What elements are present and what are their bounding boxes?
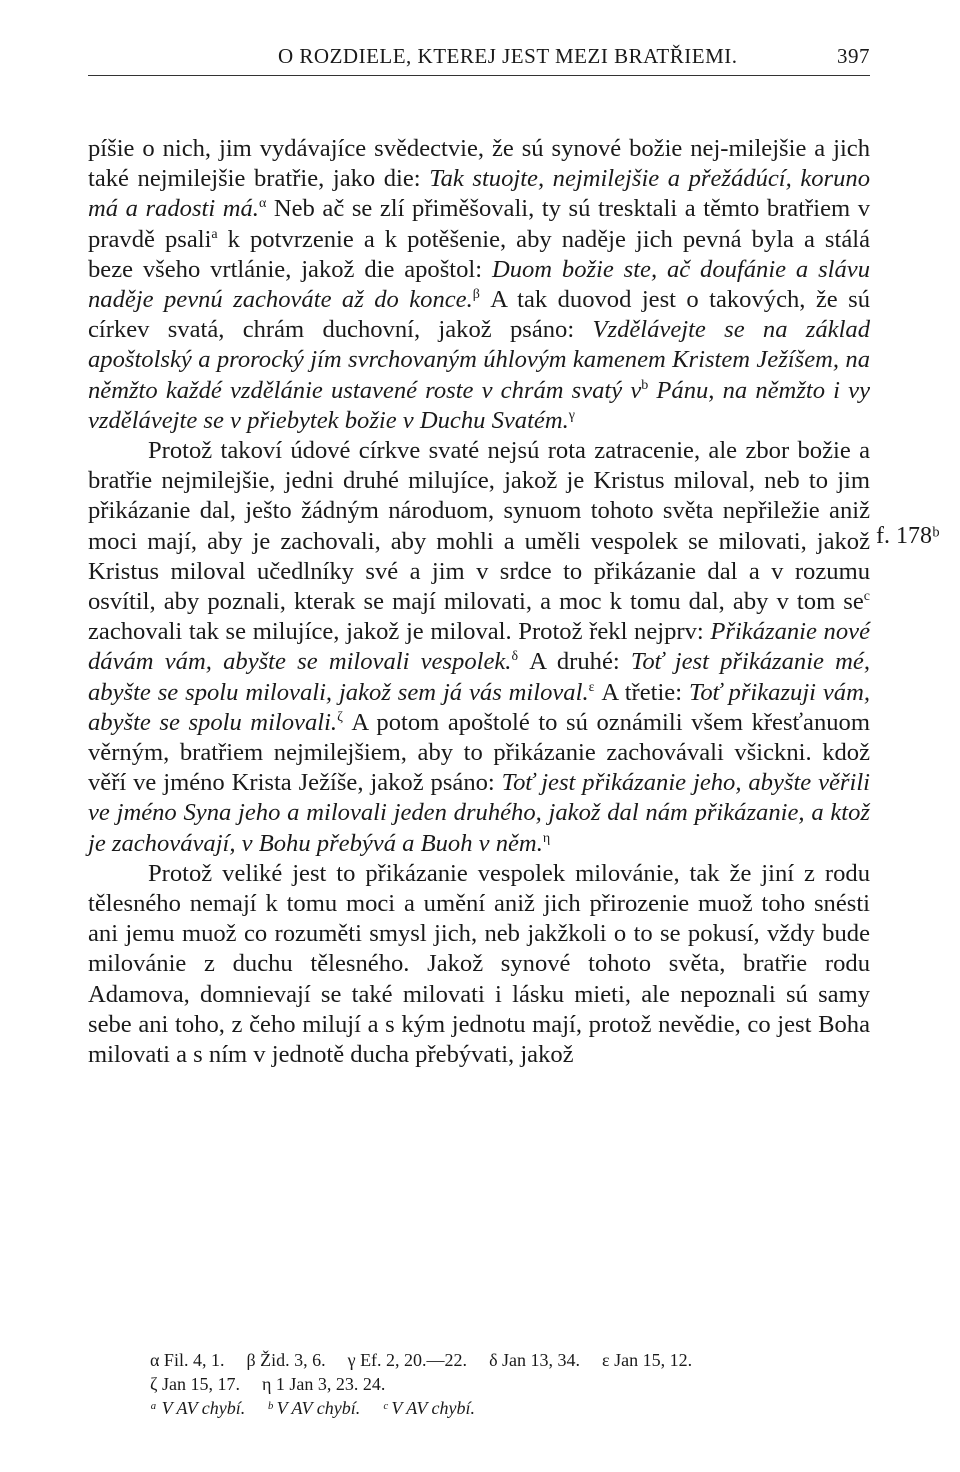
footnote-marker: η: [542, 830, 551, 846]
footnote: γ Ef. 2, 20.—22.: [347, 1350, 468, 1370]
text-run: píšie o nich, jim vydávajíce svědectvie, že sú synové božie nej-milejšie a jich také nejmilejšie bratřie, jako die:: [88, 135, 870, 193]
footnote-marker: α: [258, 196, 267, 212]
text-run: Neb ač se zlí přiměšovali, ty sú tresktali a těmto bratřiem v pravdě psali: [88, 195, 870, 253]
footnote-marker: b: [641, 377, 649, 393]
text-run: k potvrzenie a k potěšenie, aby naděje jich pevná byla a stálá beze všeho vrtlánie, jakož die apoštol:: [88, 225, 871, 283]
footnote: ζ Jan 15, 17.: [150, 1374, 240, 1394]
footnote: α Fil. 4, 1.: [150, 1350, 225, 1370]
footnote-marker: a: [211, 226, 218, 242]
text-run: A potom apoštolé to sú oznámili všem křesťanuom věrným, bratřiem nejmilejšiem, aby to přikázanie zachovávali všickni. kdož věří ve jméno Krista Ježíše, jakož psáno:: [88, 708, 870, 797]
quotation: Toť přikazuji vám, abyšte se spolu milovali.: [88, 678, 871, 736]
footnote-marker: c: [863, 589, 870, 605]
text-run: A třetie:: [594, 678, 689, 706]
paragraph: [88, 436, 870, 859]
text-run: zachovali tak se milujíce, jakož je miloval. Protož řekl nejprv:: [88, 618, 711, 646]
footnote-line: [150, 1372, 870, 1396]
quotation: Duom božie ste, ač doufánie a slávu naděje pevnú zachováte až do konce.: [88, 255, 870, 314]
footnote-marker: ζ: [337, 709, 343, 725]
quotation: Toť jest přikázanie mé, abyšte se spolu milovali, jakož sem já vás miloval.: [88, 648, 870, 706]
footnote-line: [150, 1396, 870, 1420]
text-run: Protož takoví údové církve svaté nejsú rota zatracenie, ale zbor božie a bratřie nejmilejšie, jedni druhé milujíce, jakož je Kristus miloval, neb to jim přikázanie dal, ješto žádným národuom, synuom tohoto světa nepřiležie aniž moci mají, aby je zachovali, aby mohli a uměli vespolek se milovati, jakož Kristus miloval učedlníky své a jim v srdce to přikázanie dal a v rozumu osvítil, aby poznali, kterak se mají milovati, a moc k tomu dal, aby v tom se: [88, 437, 870, 616]
footnote-marker: β: [472, 287, 480, 303]
footnote: ᶜ V AV chybí.: [382, 1398, 476, 1418]
footnote-marker: δ: [511, 649, 519, 665]
footnote: δ Jan 13, 34.: [489, 1350, 581, 1370]
quotation: Pánu, na němžto i vy vzdělávejte se v přiebytek božie v Duchu Svatém.: [88, 376, 870, 434]
header-rule: [88, 75, 870, 76]
chapter-title: O ROZDIELE, KTEREJ JEST MEZI BRATŘIEMI.: [278, 44, 738, 68]
body-text: [88, 134, 870, 1070]
footnotes: [150, 1348, 870, 1420]
text-run: Protož veliké jest to přikázanie vespolek milovánie, tak že jiní z rodu tělesného nemají k tomu moci a umění aniž jich přirozenie muož toho snésti ani jemu muož co rozuměti smysl jich, neb jakžkoli o to se pokusí, vždy bude milovánie z duchu tělesného. Jakož synové tohoto světa, bratřie rodu Adamova, domnievají se také milovati i lásku mieti, ale nepoznali sú samy sebe ani toho, z čeho milují a s kým jednotu mají, protož nevědie, co jest Boha milovati a s ním v jednotě ducha přebývati, jakož: [88, 859, 870, 1069]
paragraph: [88, 859, 870, 1070]
quotation: Vzdělávejte se na základ apoštolský a prorocký jím svrchovaným úhlovým kamenem Kristem Ježíšem, na němžto každé vzdělánie ustavené roste v chrám svatý v: [88, 316, 870, 404]
footnote: ᵃ V AV chybí.: [150, 1398, 246, 1418]
quotation: Tak stuojte, nejmilejšie a přežádúcí, koruno má a radosti má.: [88, 165, 870, 223]
footnote-line: [150, 1348, 870, 1372]
text-run: A druhé:: [518, 648, 631, 676]
page-number: 397: [837, 44, 870, 68]
text-run: A tak duovod jest o takových, že sú církev svatá, chrám duchovní, jakož psáno:: [88, 286, 870, 344]
running-head: [88, 44, 870, 72]
footnote: ᵇ V AV chybí.: [267, 1398, 361, 1418]
folio-margin-note: f. 178ᵇ: [876, 523, 940, 549]
paragraph: [88, 134, 870, 436]
quotation: Přikázanie nové dávám vám, abyšte se milovali vespolek.: [88, 618, 870, 676]
footnote: β Žid. 3, 6.: [246, 1350, 326, 1370]
footnote-marker: γ: [568, 407, 575, 423]
footnote-marker: ε: [588, 679, 595, 695]
footnote: η 1 Jan 3, 23. 24.: [261, 1374, 386, 1394]
quotation: Toť jest přikázanie jeho, abyšte věřili ve jméno Syna jeho a milovali jeden druhého, jakož dal nám přikázanie, a ktož je zachovávají, v Bohu přebývá a Buoh v něm.: [88, 769, 871, 857]
footnote: ε Jan 15, 12.: [602, 1350, 693, 1370]
